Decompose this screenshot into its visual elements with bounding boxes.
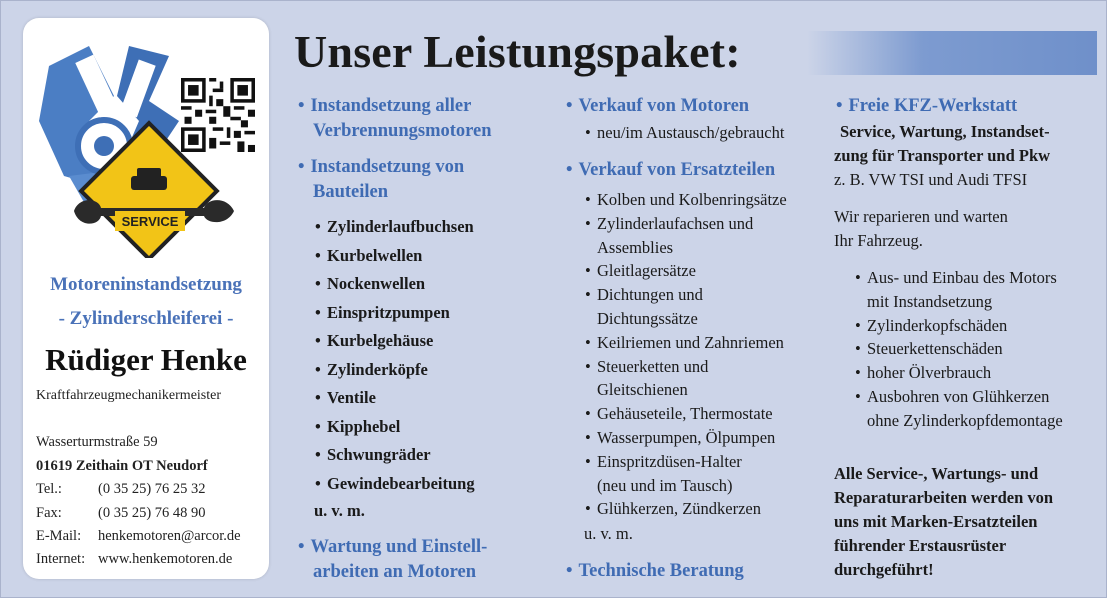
contact-label: Tel.: (36, 481, 62, 497)
col3-closing-statement (834, 462, 1053, 582)
list-item: • Gleitlagersätze (585, 259, 825, 283)
bullet-icon: • (566, 160, 573, 180)
list-item-text: Assemblies (597, 237, 674, 257)
heading-text: Freie KFZ-Werkstatt (848, 96, 1018, 116)
list-item-text: Gleitschienen (597, 380, 688, 400)
col3-service-line-1: Service, Wartung, Instandset- (840, 122, 1050, 141)
heading-text: Bauteilen (313, 182, 389, 202)
heading-text: Wartung und Einstell- (310, 537, 488, 557)
col2-parts-list (585, 188, 825, 521)
contact-value: (0 35 25) 76 48 90 (98, 505, 206, 521)
list-item: • Zylinderlaufbuchsen (315, 213, 475, 242)
address-city: 01619 Zeithain OT Neudorf (36, 458, 208, 474)
list-item: • Einspritzdüsen-Halter (585, 450, 825, 474)
list-item: • Schwungräder (315, 441, 475, 470)
list-item: • Kipphebel (315, 413, 475, 442)
col1-heading-2 (298, 155, 464, 205)
closing-line: uns mit Marken-Ersatzteilen (834, 512, 1038, 531)
bullet-icon: • (298, 157, 305, 177)
heading-text: Technische Beratung (578, 561, 744, 581)
qr-code-icon (181, 78, 255, 152)
bullet-icon: • (298, 537, 305, 557)
col2-heading-3 (566, 559, 744, 584)
list-item: • Kurbelgehäuse (315, 327, 475, 356)
list-item: • Kolben und Kolbenringsätze (585, 188, 825, 212)
heading-text: arbeiten an Motoren (313, 562, 477, 582)
tagline-motoreninstandsetzung: Motoreninstandsetzung (50, 274, 242, 295)
list-item-text: (neu und im Tausch) (597, 475, 733, 495)
heading-text: Verbrennungsmotoren (313, 121, 492, 141)
bullet-icon: • (298, 96, 305, 116)
closing-line: führender Erstausrüster (834, 536, 1007, 555)
col3-service-line-2: zung für Transporter und Pkw (834, 146, 1051, 165)
list-item: • Glühkerzen, Zündkerzen (585, 497, 825, 521)
address-street: Wasserturmstraße 59 (36, 434, 158, 450)
col2-heading-1 (566, 94, 749, 119)
list-item-continued (585, 378, 825, 402)
heading-text: Verkauf von Motoren (578, 96, 750, 116)
list-item: • neu/im Austausch/gebraucht (585, 121, 784, 145)
list-item: • Nockenwellen (315, 270, 475, 299)
list-item: • Steuerkettenschäden (855, 337, 1095, 361)
list-item-continued (585, 474, 825, 498)
contact-phone (36, 481, 206, 498)
col1-parts-list (315, 213, 475, 498)
bullet-icon: • (836, 96, 843, 116)
list-item-continued (585, 236, 825, 260)
col3-heading-1 (836, 94, 1017, 119)
contact-label: E-Mail: (36, 528, 82, 544)
col1-etc: u. v. m. (314, 501, 365, 520)
contact-email[interactable] (36, 528, 241, 545)
list-item: • hoher Ölverbrauch (855, 361, 1095, 385)
closing-line: Alle Service-, Wartungs- und (834, 464, 1039, 483)
col2-motor-list (585, 121, 784, 145)
list-item: • Aus- und Einbau des Motors (855, 266, 1095, 290)
list-item: • Ventile (315, 384, 475, 413)
list-item-text: Dichtungssätze (597, 308, 698, 328)
bullet-icon: • (566, 561, 573, 581)
list-item: • Dichtungen und (585, 283, 825, 307)
tagline-zylinderschleiferei: - Zylinderschleiferei - (58, 308, 234, 329)
list-item: • Kurbelwellen (315, 242, 475, 271)
closing-line: Reparaturarbeiten werden von (834, 488, 1054, 507)
list-item: • Gehäuseteile, Thermostate (585, 402, 825, 426)
col2-etc: u. v. m. (584, 524, 633, 543)
heading-text: Instandsetzung aller (310, 96, 472, 116)
business-card (23, 18, 269, 579)
header-gradient-band (807, 31, 1097, 75)
contact-fax (36, 505, 206, 522)
contact-value[interactable]: www.henkemotoren.de (98, 551, 233, 567)
list-item-text: mit Instandsetzung (867, 291, 993, 311)
list-item: • Wasserpumpen, Ölpumpen (585, 426, 825, 450)
col1-heading-3 (298, 535, 487, 585)
col1-heading-1 (298, 94, 492, 144)
page-title: Unser Leistungspaket: (294, 26, 741, 77)
logo-service-text: SERVICE (121, 214, 179, 229)
list-item: • Keilriemen und Zahnriemen (585, 331, 825, 355)
col3-intro-line-1: Wir reparieren und warten (834, 207, 1008, 226)
owner-name: Rüdiger Henke (45, 342, 247, 377)
list-item: • Ausbohren von Glühkerzen (855, 385, 1095, 409)
closing-line: durchgeführt! (834, 560, 934, 579)
contact-value: (0 35 25) 76 25 32 (98, 481, 206, 497)
col2-heading-2 (566, 158, 775, 183)
list-item-continued (855, 409, 1095, 433)
list-item: • Zylinderkopfschäden (855, 314, 1095, 338)
heading-text: Verkauf von Ersatzteilen (578, 160, 776, 180)
list-item: • Zylinderköpfe (315, 356, 475, 385)
list-item-continued (855, 290, 1095, 314)
list-item: • Einspritzpumpen (315, 299, 475, 328)
list-item: • Steuerketten und (585, 355, 825, 379)
owner-title: Kraftfahrzeugmechanikermeister (36, 388, 222, 403)
contact-value[interactable]: henkemotoren@arcor.de (98, 528, 241, 544)
list-item: • Zylinderlaufachsen und (585, 212, 825, 236)
heading-text: Instandsetzung von (310, 157, 465, 177)
list-item-text: ohne Zylinderkopfdemontage (867, 410, 1063, 430)
bullet-icon: • (566, 96, 573, 116)
contact-label: Fax: (36, 505, 62, 521)
contact-website[interactable] (36, 551, 232, 568)
col3-intro-line-2: Ihr Fahrzeug. (834, 231, 923, 250)
list-item-continued (585, 307, 825, 331)
contact-label: Internet: (36, 551, 86, 567)
col3-repair-list (855, 266, 1095, 433)
col3-service-line-3: z. B. VW TSI und Audi TFSI (834, 170, 1028, 189)
list-item: • Gewindebearbeitung (315, 470, 475, 499)
